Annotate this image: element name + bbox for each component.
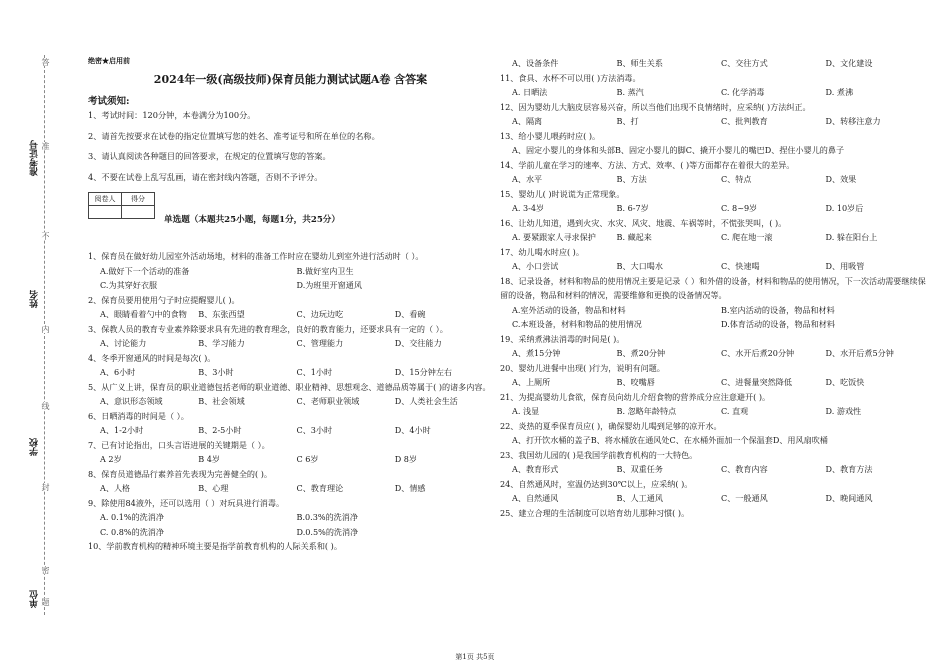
unit-label: 单位: [30, 590, 40, 608]
answer-option[interactable]: A、隔离: [512, 116, 543, 126]
answer-option[interactable]: A、设备条件: [512, 58, 559, 68]
answer-option[interactable]: B、双重任务: [616, 464, 663, 474]
answer-option[interactable]: C、撬开小婴儿的嘴巴: [685, 145, 765, 155]
answer-option[interactable]: A、上厕所: [512, 377, 551, 387]
answer-option[interactable]: D、情感: [394, 483, 426, 494]
answer-option[interactable]: A、人格: [100, 483, 131, 494]
answer-options: [500, 259, 930, 274]
seal-word: 准: [41, 142, 50, 150]
answer-option[interactable]: B. 蒸汽: [616, 87, 644, 97]
question-item: [500, 274, 930, 332]
seal-word: 线: [41, 402, 50, 410]
answer-option[interactable]: C、教育理论: [296, 483, 344, 494]
answer-option[interactable]: D、15分钟左右: [394, 367, 453, 378]
answer-option[interactable]: D、人类社会生活: [394, 396, 458, 407]
question-text: 16、让幼儿知道，遇到火灾、水灾、风灾、地震、车祸等时，不慌张哭叫，( )。: [500, 217, 787, 228]
question-text: 19、采纳煮沸法消毒的时间是( )。: [500, 333, 625, 344]
question-list-right: [500, 56, 930, 520]
notice-item: 1、考试时间：120分钟，本卷满分为100分。: [88, 110, 256, 120]
answer-option[interactable]: B、将水桶放在通风处: [590, 435, 670, 445]
answer-options: [500, 346, 930, 361]
question-item: [500, 129, 930, 158]
answer-option[interactable]: D 8岁: [394, 454, 418, 465]
seal-word: 题: [41, 598, 50, 606]
answer-option[interactable]: D.体育活动的设备，物品和材料: [721, 319, 835, 329]
answer-option[interactable]: B.室内活动的设备，物品和材料: [721, 304, 835, 315]
answer-option[interactable]: B、心理: [198, 483, 229, 494]
question-text: 4、冬季开窗通风的时间是每次( )。: [88, 352, 216, 363]
answer-option[interactable]: B、大口喝水: [616, 261, 663, 271]
reviewer-cell[interactable]: [89, 206, 122, 219]
answer-option[interactable]: C、水开后煮20分钟: [721, 348, 795, 358]
answer-option[interactable]: D. 煮沸: [825, 87, 854, 97]
answer-option[interactable]: D、4小时: [394, 425, 431, 436]
question-item: [500, 361, 930, 390]
answer-options: [88, 307, 493, 322]
answer-option[interactable]: A.室外活动的设备，物品和材料: [512, 304, 626, 315]
school-label: 学校: [30, 438, 40, 456]
question-text: 11、食具、水杯不可以用( )方法消毒。: [500, 72, 641, 83]
name-label: 姓名: [30, 290, 40, 308]
answer-option[interactable]: B、3小时: [198, 367, 234, 378]
answer-option[interactable]: A、固定小婴儿的身体和头部: [512, 145, 615, 155]
answer-option[interactable]: C. 0.8%的洗消净: [100, 526, 164, 537]
answer-option[interactable]: C.为其穿好衣服: [100, 280, 158, 291]
answer-options: [500, 404, 930, 419]
answer-option[interactable]: A、自然通风: [512, 493, 559, 503]
answer-option[interactable]: A、1-2小时: [100, 425, 144, 436]
question-item: [500, 71, 930, 100]
seal-word: 答: [41, 58, 50, 66]
left-column: [88, 56, 493, 554]
question-item: [500, 100, 930, 129]
answer-option[interactable]: D、吃饭快: [825, 377, 865, 387]
answer-option[interactable]: B、固定小婴儿的脚: [614, 145, 686, 155]
question-item: [88, 467, 493, 496]
answer-option[interactable]: C、3小时: [296, 425, 333, 436]
answer-option[interactable]: C、1小时: [296, 367, 333, 378]
answer-options: [500, 230, 930, 245]
answer-option[interactable]: B. 藏起来: [616, 232, 652, 242]
question-text: 22、炎热的夏季保育员应( )，确保婴幼儿喝到足够的凉开水。: [500, 420, 722, 431]
section-title: 单选题（本题共25小题，每题1分，共25分）: [164, 215, 340, 225]
question-item: [500, 390, 930, 419]
seal-word: 不: [41, 232, 50, 240]
answer-option[interactable]: C、交往方式: [721, 58, 768, 68]
seal-line: [44, 55, 45, 615]
answer-option[interactable]: C、一般通风: [721, 493, 768, 503]
question-text: 7、已有讨论指出，口头言语进展的关键期是（ ）。: [88, 439, 270, 450]
answer-options: [500, 433, 930, 448]
answer-option[interactable]: B. 6-7岁: [616, 203, 649, 213]
answer-option[interactable]: B、煮20分钟: [616, 348, 666, 358]
answer-option[interactable]: A. 日晒法: [512, 87, 548, 97]
answer-option[interactable]: C、老师职业领域: [296, 396, 360, 407]
score-label: 得分: [122, 193, 155, 206]
question-text: 14、学前儿童在学习的速率、方法、方式、效率、( )等方面都存在着很大的差异。: [500, 159, 795, 170]
question-item: [500, 216, 930, 245]
question-list-left: [88, 249, 493, 554]
reviewer-label: 阅卷人: [89, 193, 122, 206]
question-item: [500, 448, 930, 477]
question-item: [500, 187, 930, 216]
answer-option[interactable]: D、文化建设: [825, 58, 873, 68]
answer-option[interactable]: A、水平: [512, 174, 543, 184]
question-text: 9、除使用84液外，还可以选用（ ）对玩具进行消毒。: [88, 497, 285, 508]
answer-option[interactable]: B 4岁: [198, 454, 221, 465]
question-text: 23、我国幼儿园的( )是我国学前教育机构的一大特色。: [500, 449, 698, 460]
answer-option[interactable]: C、特点: [721, 174, 752, 184]
score-box: [88, 192, 155, 219]
seal-word: 封: [41, 483, 50, 491]
answer-option[interactable]: B.0.3%的洗消净: [296, 512, 358, 523]
answer-option[interactable]: B、方法: [616, 174, 647, 184]
question-item: [88, 249, 493, 293]
answer-option[interactable]: D. 10岁后: [825, 203, 864, 213]
question-item: [88, 539, 493, 554]
answer-options: [500, 462, 930, 477]
answer-options: [88, 394, 493, 409]
answer-option[interactable]: C 6岁: [296, 454, 319, 465]
answer-options: [88, 264, 493, 293]
question-item: [500, 477, 930, 506]
answer-option[interactable]: C、教育内容: [721, 464, 768, 474]
question-item: [88, 322, 493, 351]
answer-options: [500, 201, 930, 216]
answer-options: [88, 336, 493, 351]
answer-option[interactable]: C.本班设备，材料和物品的使用情况: [512, 319, 642, 329]
answer-option[interactable]: A、打开饮水桶的盖子: [512, 435, 591, 445]
question-text: 18、记录设备，材料和物品的使用情况主要是记录（ ）和外借的设备，材料和物品的使用情况，下一次活动需要继续保留的设备，物品和材料的情况，需要维修和更换的设备情况等。: [500, 275, 926, 300]
answer-option[interactable]: C. 化学消毒: [721, 87, 765, 97]
answer-option[interactable]: B、社会领域: [198, 396, 245, 407]
answer-options: [500, 172, 930, 187]
answer-option[interactable]: D、效果: [825, 174, 857, 184]
question-text: 3、保教人员的教育专业素养除要求具有先进的教育理念，良好的教育能力，还要求具有一定的（ ）。: [88, 323, 448, 334]
right-column: [500, 56, 930, 520]
answer-option[interactable]: A、煮15分钟: [512, 348, 561, 358]
answer-option[interactable]: D.为班里开窗通风: [296, 280, 362, 291]
answer-option[interactable]: C、管理能力: [296, 338, 344, 349]
notice-item: 4、不要在试卷上乱写乱画，请在密封线内答题，否则不予评分。: [88, 171, 323, 182]
answer-options: [500, 114, 930, 129]
answer-option[interactable]: A、教育形式: [512, 464, 559, 474]
answer-option[interactable]: C、进餐量突然降低: [721, 377, 792, 387]
answer-option[interactable]: B. 忽略年龄特点: [616, 406, 677, 416]
question-text: 25、建立合理的生活制度可以培育幼儿那种习惯( )。: [500, 507, 690, 518]
answer-option[interactable]: A、6小时: [100, 367, 136, 378]
answer-option[interactable]: A 2岁: [100, 454, 122, 465]
answer-option[interactable]: D、转移注意力: [825, 116, 881, 126]
score-cell[interactable]: [122, 206, 155, 219]
question-text: 5、从广义上讲，保育员的职业道德包括老师的职业道德、职业精神、思想观念、道德品质等属于( )的诸多内容。: [88, 381, 491, 392]
question-text: 21、为提高婴幼儿食欲，保育员向幼儿介绍食物的营养成分应注意避开( )。: [500, 391, 771, 402]
answer-option[interactable]: A. 0.1%的洗消净: [100, 512, 164, 523]
notice-title: 考试须知:: [88, 96, 130, 107]
answer-option[interactable]: B、师生关系: [616, 58, 663, 68]
question-text: 13、给小婴儿喂药时应( )。: [500, 130, 601, 141]
answer-option[interactable]: B、东张西望: [198, 309, 245, 320]
question-item: [88, 380, 493, 409]
question-item: [88, 496, 493, 540]
answer-option[interactable]: D、用风扇吹桶: [772, 435, 828, 445]
answer-option[interactable]: B、打: [616, 116, 639, 126]
answer-options: [500, 375, 930, 390]
answer-option[interactable]: D、交往能力: [394, 338, 442, 349]
question-item: [500, 56, 930, 71]
answer-option[interactable]: D、晚间通风: [825, 493, 873, 503]
answer-option[interactable]: B.做好室内卫生: [296, 265, 354, 276]
answer-option[interactable]: B、学习能力: [198, 338, 245, 349]
answer-option[interactable]: A、意识形态领域: [100, 396, 163, 407]
question-item: [88, 438, 493, 467]
answer-option[interactable]: D. 躲在阳台上: [825, 232, 878, 242]
answer-option[interactable]: B、人工通风: [616, 493, 663, 503]
answer-option[interactable]: C、边玩边吃: [296, 309, 344, 320]
question-text: 20、婴幼儿进餐中出现( )行为，说明有问题。: [500, 362, 665, 373]
question-text: 17、幼儿喝水时应( )。: [500, 246, 584, 257]
page-title: 2024年一级(高级技师)保育员能力测试试题A卷 含答案: [153, 73, 428, 86]
binding-margin: [0, 0, 70, 671]
question-item: [88, 351, 493, 380]
answer-option[interactable]: D、看碗: [394, 309, 426, 320]
answer-option[interactable]: A、讨论能力: [100, 338, 147, 349]
question-item: [500, 419, 930, 448]
answer-options: [500, 143, 930, 158]
notice-list: [88, 110, 493, 183]
question-text: 6、日晒消毒的时间是（ ）。: [88, 410, 189, 421]
answer-options: [500, 491, 930, 506]
answer-options: [500, 85, 930, 100]
answer-option[interactable]: B、咬嘴唇: [616, 377, 655, 387]
exam-id-label: 准考证号: [30, 140, 40, 176]
question-text: 12、因为婴幼儿大脑皮层容易兴奋，所以当他们出现不良情绪时，应采纳( )方法纠正。: [500, 101, 811, 112]
answer-option[interactable]: C. 8~9岁: [721, 203, 758, 213]
question-text: 1、保育员在做好幼儿园室外活动场地，材料的准备工作时应在婴幼儿到室外进行活动时（ ）。: [88, 251, 424, 262]
question-item: [88, 409, 493, 438]
answer-option[interactable]: A、眼睛看着勺中的食物: [100, 309, 187, 320]
answer-option[interactable]: D.0.5%的洗消净: [296, 526, 359, 537]
question-item: [500, 245, 930, 274]
answer-option[interactable]: A、小口尝试: [512, 261, 559, 271]
answer-option[interactable]: A.做好下一个活动的准备: [100, 265, 190, 276]
answer-option[interactable]: C、批判教育: [721, 116, 768, 126]
question-item: [88, 293, 493, 322]
seal-word: 密: [41, 566, 50, 574]
notice-item: 3、请认真阅读各种题目的回答要求，在规定的位置填写您的答案。: [88, 151, 331, 162]
secret-mark: 绝密★启用前: [88, 56, 130, 65]
answer-option[interactable]: D. 游戏性: [825, 406, 862, 416]
answer-option[interactable]: A. 要紧跟家人寻求保护: [512, 232, 596, 242]
answer-option[interactable]: C. 爬在地一滚: [721, 232, 773, 242]
question-text: 10、学前教育机构的精神环境主要是指学前教育机构的人际关系和( )。: [88, 541, 342, 552]
answer-option[interactable]: D、水开后煮5分钟: [825, 348, 894, 358]
question-text: 2、保育员要用使用勺子时应提醒婴儿( )。: [88, 294, 240, 305]
seal-word: 内: [41, 325, 50, 333]
answer-option[interactable]: D、教育方法: [825, 464, 873, 474]
answer-option[interactable]: D、用吸管: [825, 261, 865, 271]
answer-options: [88, 510, 493, 539]
answer-options: [500, 56, 930, 71]
question-item: [500, 506, 930, 521]
answer-option[interactable]: A. 3-4岁: [512, 203, 545, 213]
answer-option[interactable]: C、快速喝: [721, 261, 760, 271]
question-text: 8、保育员道德品行素养首先表现为完善健全的( )。: [88, 468, 273, 479]
question-text: 15、婴幼儿( )时说谎为正常现象。: [500, 188, 625, 199]
answer-option[interactable]: C. 直观: [721, 406, 749, 416]
answer-option[interactable]: B、2-5小时: [198, 425, 242, 436]
answer-options: [500, 303, 930, 332]
answer-options: [88, 452, 493, 467]
answer-options: [88, 481, 493, 496]
answer-option[interactable]: D、捏住小婴儿的鼻子: [764, 145, 845, 155]
question-text: 24、自然通风时，室温仍达到30℃以上，应采纳( )。: [500, 478, 693, 489]
answer-options: [88, 423, 493, 438]
answer-options: [88, 365, 493, 380]
question-item: [500, 332, 930, 361]
notice-item: 2、请首先按要求在试卷的指定位置填写您的姓名、准考证号和所在单位的名称。: [88, 130, 380, 141]
question-item: [500, 158, 930, 187]
page-footer: 第1页 共5页: [455, 653, 495, 661]
answer-option[interactable]: C、在水桶外面加一个保温套: [669, 435, 773, 445]
answer-option[interactable]: A. 浅显: [512, 406, 540, 416]
